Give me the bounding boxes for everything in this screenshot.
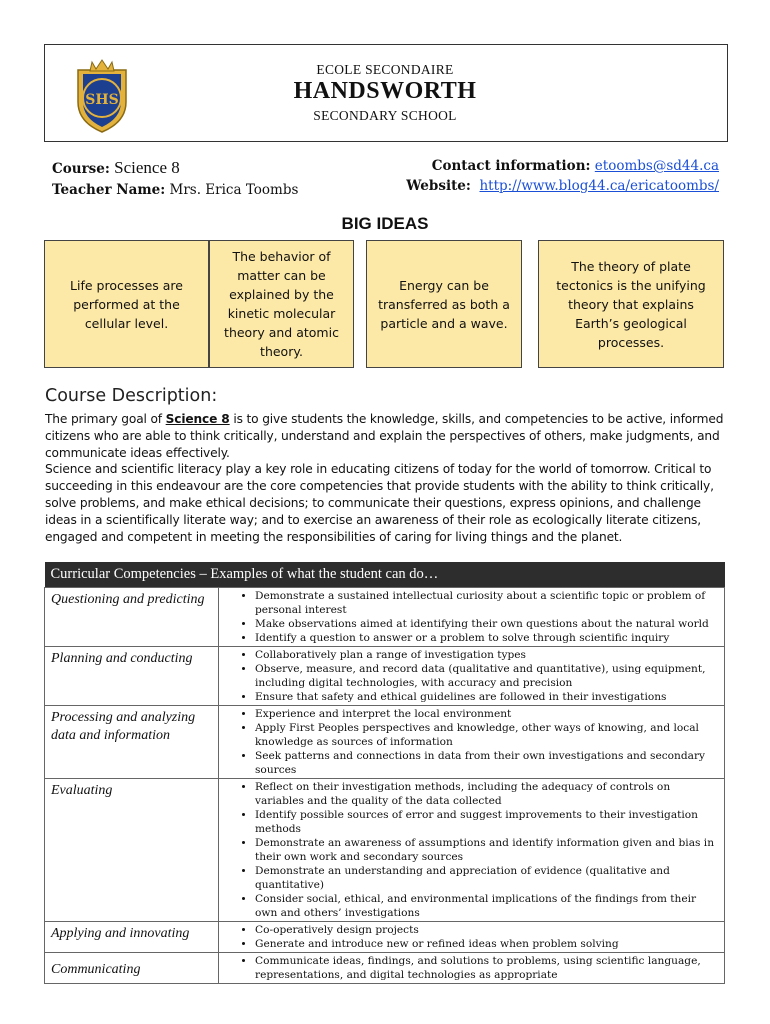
big-idea-text: The behavior of matter can be explained by the kinetic molecular theory and atomic theory.	[224, 249, 339, 359]
list-item: • Apply First Peoples perspectives and knowledge, other ways of knowing, and local knowledge as sources of information	[255, 721, 720, 749]
table-row	[45, 588, 725, 647]
school-name: HANDSWORTH	[293, 78, 477, 104]
course-name-emphasis: Science 8	[165, 412, 230, 426]
school-top-line: ECOLE SECONDAIRE	[316, 62, 454, 77]
website-link[interactable]: http://www.blog44.ca/ericatoombs/	[479, 178, 719, 194]
competency-category: Processing and analyzing data and information	[45, 706, 219, 779]
website-label: Website:	[406, 178, 471, 194]
para1-before: The primary goal of	[45, 412, 166, 426]
table-row	[45, 953, 725, 984]
table-row	[45, 922, 725, 953]
list-item: • Consider social, ethical, and environmental implications of the findings from their own and others’ investigations	[255, 892, 720, 920]
contact-line	[350, 156, 719, 176]
table-row	[45, 647, 725, 706]
table-row	[45, 706, 725, 779]
website-line	[350, 176, 719, 196]
list-item: • Identify possible sources of error and suggest improvements to their investigation methods	[255, 808, 720, 836]
course-label: Course:	[52, 161, 110, 177]
list-item: • Communicate ideas, findings, and solutions to problems, using scientific language, representations, and digital technologies as appropriate	[255, 954, 720, 982]
teacher-line	[52, 180, 298, 201]
course-description-paragraph-1	[45, 411, 725, 462]
list-item: • Collaboratively plan a range of investigation types	[255, 648, 720, 662]
big-ideas-title: BIG IDEAS	[341, 214, 429, 233]
competency-items	[219, 588, 725, 647]
contact-info-block	[350, 156, 719, 196]
course-info-block	[52, 157, 298, 201]
competency-items	[219, 647, 725, 706]
list-item: • Experience and interpret the local environment	[255, 707, 720, 721]
course-description-paragraph-2: Science and scientific literacy play a key role in educating citizens of today for the world of tomorrow. Critical to succeeding in this endeavour are the core competencies that provide students with the ability to think critically, solve problems, and make ethical decisions; to communicate their questions, express opinions, and challenge ideas in a scientifically literate way; and to exercise an awareness of their role as ecologically literate citizens, engaged and competent in meeting the responsibilities of caring for living things and the planet.	[45, 462, 714, 544]
big-idea-box-3	[366, 240, 522, 368]
list-item: • Demonstrate an awareness of assumptions and identify information given and bias in their own work and secondary sources	[255, 836, 720, 864]
list-item: • Seek patterns and connections in data from their own investigations and secondary sources	[255, 749, 720, 777]
list-item: • Generate and introduce new or refined ideas when problem solving	[255, 937, 720, 951]
list-item: • Demonstrate an understanding and appreciation of evidence (qualitative and quantitative)	[255, 864, 720, 892]
competency-category: Communicating	[45, 953, 219, 984]
contact-label: Contact information:	[431, 158, 591, 174]
list-item: • Make observations aimed at identifying their own questions about the natural world	[255, 617, 720, 631]
big-idea-text: The theory of plate tectonics is the unifying theory that explains Earth’s geological processes.	[556, 258, 706, 350]
big-idea-text: Energy can be transferred as both a particle and a wave.	[378, 277, 510, 331]
course-description-title: Course Description:	[45, 386, 218, 406]
competencies-header: Curricular Competencies – Examples of what the student can do…	[45, 562, 725, 588]
para1-after: is to give students the knowledge, skills, and competencies to be active, informed citizens who are able to think critically, understand and explain the perspectives of others, make judgments, and communicate ideas effectively.	[45, 412, 724, 460]
school-bottom-line: SECONDARY SCHOOL	[313, 108, 457, 123]
teacher-value: Mrs. Erica Toombs	[169, 182, 299, 198]
competency-category: Evaluating	[45, 779, 219, 922]
competency-items	[219, 953, 725, 984]
competency-items	[219, 779, 725, 922]
competencies-table	[44, 562, 725, 984]
big-idea-box-1	[44, 240, 209, 368]
list-item: • Demonstrate a sustained intellectual curiosity about a scientific topic or problem of personal interest	[255, 589, 720, 617]
big-idea-box-2	[209, 240, 354, 368]
list-item: • Observe, measure, and record data (qualitative and quantitative), using equipment, including digital technologies, with accuracy and precision	[255, 662, 720, 690]
competency-category: Applying and innovating	[45, 922, 219, 953]
list-item: • Identify a question to answer or a problem to solve through scientific inquiry	[255, 631, 720, 645]
course-line	[52, 157, 298, 180]
teacher-label: Teacher Name:	[52, 182, 166, 198]
big-idea-box-4	[538, 240, 724, 368]
competency-category: Planning and conducting	[45, 647, 219, 706]
list-item: • Reflect on their investigation methods, including the adequacy of controls on variables and the quality of the data collected	[255, 780, 720, 808]
contact-email-link[interactable]: etoombs@sd44.ca	[594, 158, 719, 174]
competency-items	[219, 922, 725, 953]
list-item: • Co-operatively design projects	[255, 923, 720, 937]
svg-text:SHS: SHS	[85, 92, 119, 108]
big-idea-text: Life processes are performed at the cellular level.	[70, 277, 183, 331]
table-row	[45, 779, 725, 922]
list-item: • Ensure that safety and ethical guidelines are followed in their investigations	[255, 690, 720, 704]
course-value: Science 8	[114, 158, 180, 177]
competency-category: Questioning and predicting	[45, 588, 219, 647]
competency-items	[219, 706, 725, 779]
